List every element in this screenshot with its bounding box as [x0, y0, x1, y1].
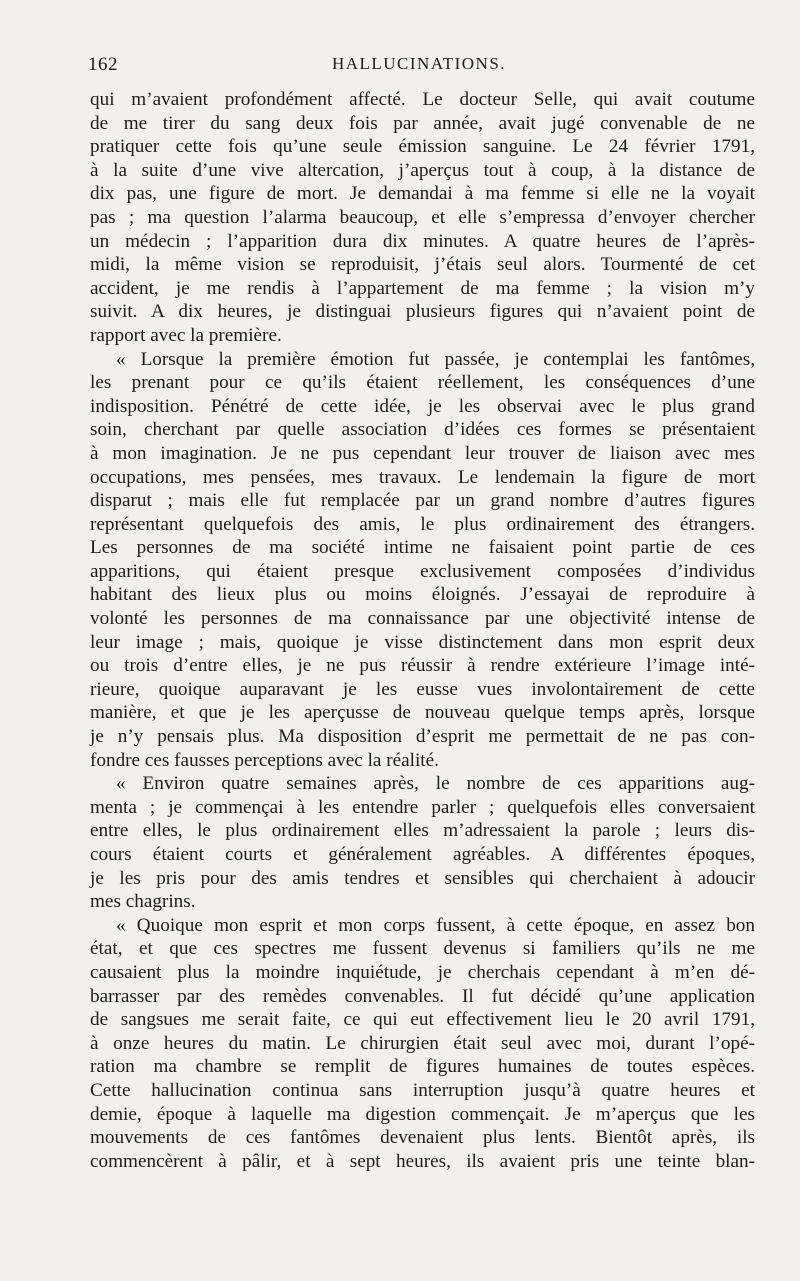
text-line: mouvements de ces fantômes devenaient plus lents. Bientôt après, ils	[90, 1127, 755, 1149]
text-line: causaient plus la moindre inquiétude, je cherchais cependant à m’en dé-	[90, 961, 755, 983]
text-line: commencèrent à pâlir, et à sept heures, ils avaient pris une teinte blan-	[90, 1150, 755, 1172]
page-number: 162	[88, 54, 118, 75]
text-line: barrasser par des remèdes convenables. Il fut décidé qu’une application	[90, 985, 755, 1007]
text-line: entre elles, le plus ordinairement elles m’adressaient la parole ; leurs dis-	[90, 820, 755, 842]
text-line: état, et que ces spectres me fussent devenus si familiers qu’ils ne me	[90, 938, 755, 960]
text-line: je les pris pour des amis tendres et sensibles qui cherchaient à adoucir	[90, 867, 755, 889]
text-line: leur image ; mais, quoique je visse distinctement dans mon esprit deux	[90, 631, 755, 653]
text-line: apparitions, qui étaient presque exclusivement composées d’individus	[90, 560, 755, 582]
text-line: rieure, quoique auparavant je les eusse vues involontairement de cette	[90, 678, 755, 700]
text-line: Cette hallucination continua sans interruption jusqu’à quatre heures et	[90, 1079, 755, 1101]
text-line: qui m’avaient profondément affecté. Le docteur Selle, qui avait coutume	[90, 89, 755, 110]
text-line: demie, époque à laquelle ma digestion commençait. Je m’aperçus que les	[90, 1103, 755, 1125]
text-line: « Environ quatre semaines après, le nombre de ces apparitions aug-	[116, 773, 755, 795]
text-line: suivit. A dix heures, je distinguai plusieurs figures qui n’avaient point de	[90, 301, 755, 323]
text-line: ou trois d’entre elles, je ne pus réussir à rendre extérieure l’image inté-	[90, 655, 755, 677]
text-line: rapport avec la première.	[90, 324, 282, 346]
text-line: midi, la même vision se reproduisit, j’étais seul alors. Tourmenté de cet	[90, 254, 755, 276]
text-line: représentant quelquefois des amis, le plus ordinairement des étrangers.	[90, 513, 755, 535]
text-line: un médecin ; l’apparition dura dix minutes. A quatre heures de l’après-	[90, 230, 755, 252]
text-line: « Quoique mon esprit et mon corps fussent, à cette époque, en assez bon	[116, 914, 755, 936]
text-line: mes chagrins.	[90, 891, 196, 913]
text-line: habitant des lieux plus ou moins éloignés. J’essayai de reproduire à	[90, 584, 755, 606]
text-line: je n’y pensais plus. Ma disposition d’esprit me permettait de ne pas con-	[90, 726, 755, 748]
text-line: dix pas, une figure de mort. Je demandai à ma femme si elle ne la voyait	[90, 183, 755, 205]
text-line: volonté les personnes de ma connaissance par une objectivité intense de	[90, 608, 755, 630]
text-line: menta ; je commençai à les entendre parler ; quelquefois elles conversaient	[90, 796, 755, 818]
text-line: fondre ces fausses perceptions avec la réalité.	[90, 749, 439, 771]
text-line: à mon imagination. Je ne pus cependant leur trouver de liaison avec mes	[90, 442, 755, 464]
text-line: les prenant pour ce qu’ils étaient réellement, les conséquences d’une	[90, 372, 755, 394]
text-line: accident, je me rendis à l’appartement de ma femme ; la vision m’y	[90, 277, 755, 299]
page-header	[88, 54, 750, 82]
text-line: à la suite d’une vive altercation, j’aperçus tout à coup, à la distance de	[90, 159, 755, 181]
text-line: ration ma chambre se remplit de figures humaines de toutes espèces.	[90, 1056, 755, 1078]
text-line: manière, et que je les aperçusse de nouveau quelque temps après, lorsque	[90, 702, 755, 724]
running-title: HALLUCINATIONS.	[331, 54, 507, 73]
text-line: occupations, mes pensées, mes travaux. Le lendemain la figure de mort	[90, 466, 755, 488]
text-line: à onze heures du matin. Le chirurgien était seul avec moi, durant l’opé-	[90, 1032, 755, 1054]
text-line: de me tirer du sang deux fois par année, avait jugé convenable de ne	[90, 112, 755, 134]
text-line: soin, cherchant par quelle association d’idées ces formes se présentaient	[90, 419, 755, 441]
text-line: pratiquer cette fois qu’une seule émission sanguine. Le 24 février 1791,	[90, 136, 755, 158]
text-line: de sangsues me serait faite, ce qui eut effectivement lieu le 20 avril 1791,	[90, 1009, 755, 1031]
text-line: cours étaient courts et généralement agréables. A différentes époques,	[90, 844, 755, 865]
text-line: indisposition. Pénétré de cette idée, je les observai avec le plus grand	[90, 395, 755, 417]
text-line: pas ; ma question l’alarma beaucoup, et elle s’empressa d’envoyer chercher	[90, 206, 755, 228]
text-line: Les personnes de ma société intime ne faisaient point partie de ces	[90, 537, 755, 559]
body-text	[90, 88, 755, 1173]
text-line: disparut ; mais elle fut remplacée par un grand nombre d’autres figures	[90, 490, 755, 512]
text-line: « Lorsque la première émotion fut passée, je contemplai les fantômes,	[116, 348, 755, 370]
